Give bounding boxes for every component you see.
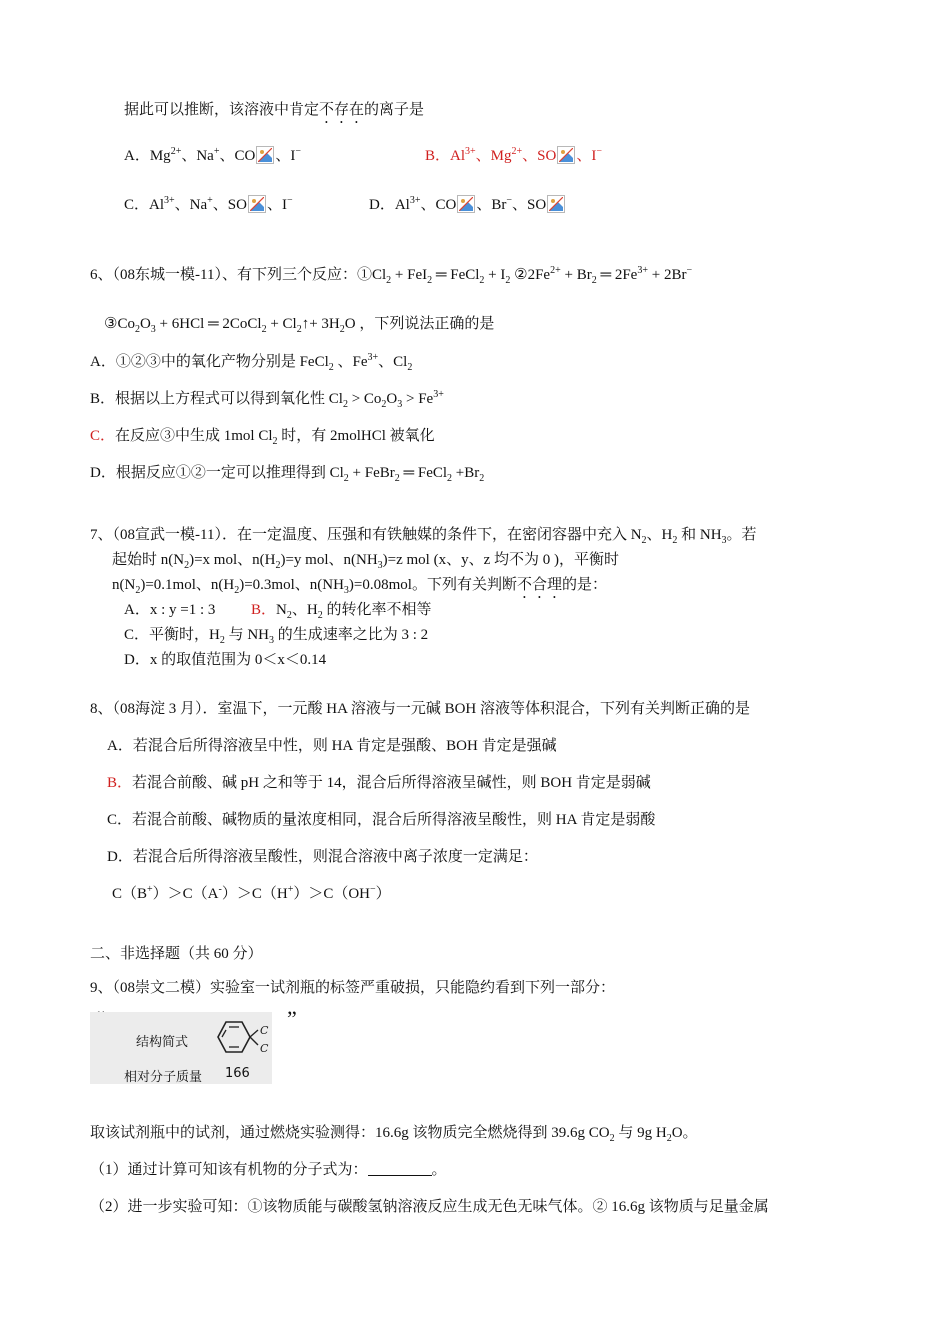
q5-option-b: B．$Al^{3+}$、$Mg^{2+}$、SO 、I− <box>425 146 602 164</box>
q6-option-b: B．根据以上方程式可以得到氧化性 $Cl_2 > Co_2O_3 > Fe^{3+}$ <box>90 389 444 410</box>
molecular-mass-value: 166 <box>225 1066 250 1081</box>
answer-blank[interactable] <box>368 1161 432 1176</box>
broken-image-icon <box>557 146 575 164</box>
svg-text:C: C <box>260 1024 269 1037</box>
close-quote: ” <box>287 1006 297 1031</box>
q7-stem-line-1: 7、（08宣武一模-11）．在一定温度、压强和有铁触媒的条件下，在密闭容器中充入 $N_2$、$H_2$ 和 $NH_3$。若 <box>90 527 757 546</box>
q9-stem: 9、（08崇文二模）实验室一试剂瓶的标签严重破损，只能隐约看到下列一部分： <box>90 980 616 996</box>
label-fragment-image <box>90 1012 272 1084</box>
q7-option-c: C．平衡时，$H_2$ 与 $NH_3$ 的生成速率之比为 3 : 2 <box>124 627 429 646</box>
broken-image-icon <box>256 146 274 164</box>
q5-option-c: C．$Al^{3+}$、Na+、SO 、I− <box>124 195 293 213</box>
section-heading: 二、非选择题（共 60 分） <box>90 946 263 962</box>
q9-part-1: （1）通过计算可知该有机物的分子式为： 。 <box>90 1162 447 1178</box>
emphasis-text: 不合理 <box>516 577 562 593</box>
q8-option-c: C．若混合前酸、碱物质的量浓度相同，混合后所得溶液呈酸性，则 HA 肯定是弱酸 <box>107 812 656 828</box>
q6-option-c: C．在反应③中生成 1mol $Cl_2$ 时，有 2molHCl 被氧化 <box>90 428 435 447</box>
structure-formula-label: 结构简式 <box>136 1035 189 1050</box>
benzene-ring-icon <box>212 1018 272 1058</box>
q8-stem: 8、（08海淀 3 月）．室温下，一元酸 HA 溶液与一元碱 BOH 溶液等体积混合，下列有关判断正确的是 <box>90 701 751 717</box>
q6-stem: 6、（08东城一模-11）、有下列三个反应：$①Cl_2 + FeI_2$ ═ FeCl$_2$ + $I_2$ $②2Fe^{2+} + Br_2$ ═ $2Fe^{3+} + 2Br^-$ <box>90 265 693 286</box>
q7-option-a: A．x : y =1 : 3 <box>124 602 216 618</box>
svg-text:C: C <box>260 1042 269 1055</box>
q7-stem-line-3: $n(N_2)=0.1mol$、$n(H_2)=0.3mol$、$n(NH_3)=0.08mol$。下列有关判断不合理的是： <box>112 577 607 596</box>
q5-stem: 据此可以推断，该溶液中肯定不存在的离子是 <box>124 102 425 118</box>
molecular-mass-label: 相对分子质量 <box>124 1070 203 1085</box>
q7-option-d: D．x 的取值范围为 0＜x＜0.14 <box>124 652 327 668</box>
q6-option-a: A．①②③中的氧化产物分别是 FeCl$_2$ 、$Fe^{3+}$、$Cl_2$ <box>90 352 413 373</box>
broken-image-icon <box>547 195 565 213</box>
q9-part-2: （2）进一步实验可知：①该物质能与碳酸氢钠溶液反应生成无色无味气体。② 16.6g 该物质与足量金属 <box>90 1199 769 1215</box>
q6-reaction-3: $③Co_2O_3 + 6HCl$ ═ 2CoCl$_2$ + $Cl_2↑+ 3H_2O$ ，下列说法正确的是 <box>104 316 495 335</box>
q8-option-a: A．若混合后所得溶液呈中性，则 HA 肯定是强酸、BOH 肯定是强碱 <box>107 738 557 754</box>
q7-stem-line-2: 起始时 $n(N_2)=x$ mol、$n(H_2)=y$ mol、$n(NH_3)=z$ mol (x、y、z 均不为 0 )，平衡时 <box>112 552 620 571</box>
q8-inequality: C（B+）＞C（A-）＞C（H+）＞C（OH−） <box>112 884 391 902</box>
broken-image-icon <box>457 195 475 213</box>
q8-option-d: D．若混合后所得溶液呈酸性，则混合溶液中离子浓度一定满足： <box>107 849 538 865</box>
q7-option-b: B．$N_2$、$H_2$ 的转化率不相等 <box>251 602 432 621</box>
q8-option-b: B．若混合前酸、碱 pH 之和等于 14，混合后所得溶液呈碱性，则 BOH 肯定是弱碱 <box>107 775 651 791</box>
q5-option-d: D．$Al^{3+}$、CO 、Br−、SO <box>369 195 566 215</box>
broken-image-icon <box>248 195 266 213</box>
q5-option-a: A．$Mg^{2+}$、Na+、CO 、I− <box>124 146 301 164</box>
q6-option-d: D．根据反应①②一定可以推理得到 $Cl_2$ + FeBr$_2$ ═ FeCl$_2$ $+Br_2$ <box>90 465 485 484</box>
emphasis-text: 不存在 <box>319 102 365 118</box>
q9-combustion-text: 取该试剂瓶中的试剂，通过燃烧实验测得：16.6g 该物质完全燃烧得到 39.6g $CO_2$ 与 9g $H_2O$。 <box>90 1125 698 1144</box>
